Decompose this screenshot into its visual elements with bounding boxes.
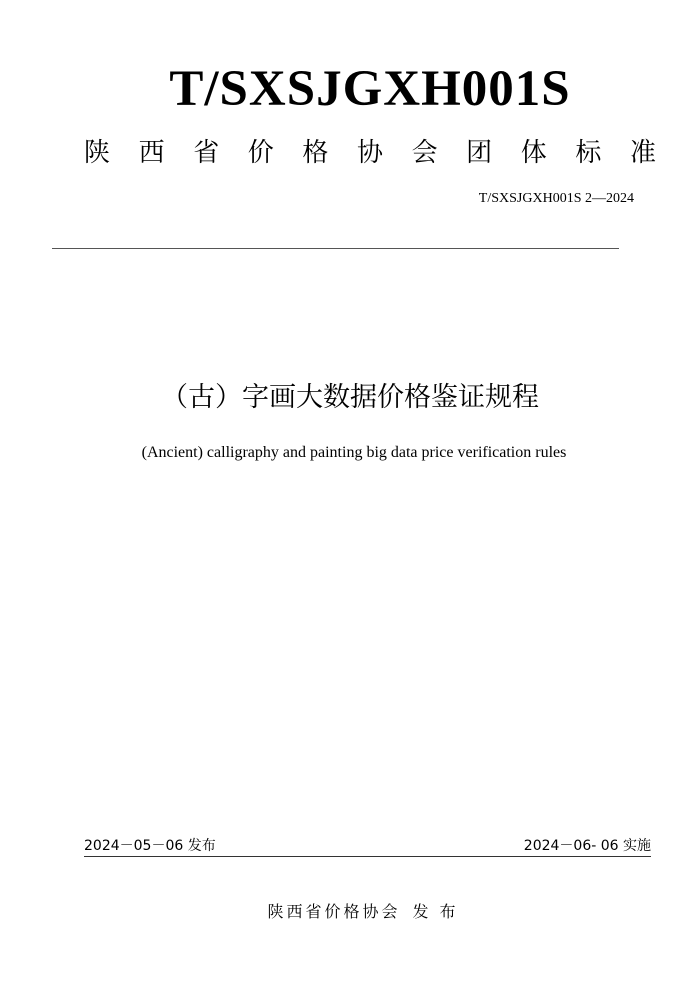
org-char: 省 <box>193 138 220 168</box>
header-divider <box>52 248 619 249</box>
publisher-line <box>0 900 700 924</box>
org-char: 陕 <box>84 138 111 168</box>
org-char: 体 <box>520 138 547 168</box>
standard-number: T/SXSJGXH001S 2—2024 <box>478 191 634 206</box>
chinese-title: （古）字画大数据价格鉴证规程 <box>161 382 539 413</box>
org-char: 团 <box>466 138 493 168</box>
standard-code-title: T/SXSJGXH001S <box>169 61 571 117</box>
publisher-org: 陕西省价格协会 <box>267 902 401 921</box>
english-title: (Ancient) calligraphy and painting big data price verification rules <box>141 444 567 461</box>
issue-date: 2024－05－06 发布 <box>84 838 216 854</box>
org-char: 价 <box>247 138 274 168</box>
org-standard-heading <box>84 135 656 171</box>
date-row <box>84 836 651 856</box>
org-char: 准 <box>629 138 656 168</box>
org-char: 会 <box>411 138 438 168</box>
publisher-action: 发 布 <box>412 902 459 921</box>
org-char: 协 <box>356 138 383 168</box>
implement-date: 2024－06- 06 实施 <box>523 838 651 854</box>
org-char: 格 <box>302 138 329 168</box>
org-char: 西 <box>138 138 165 168</box>
org-char: 标 <box>575 138 602 168</box>
footer-divider <box>84 856 651 857</box>
